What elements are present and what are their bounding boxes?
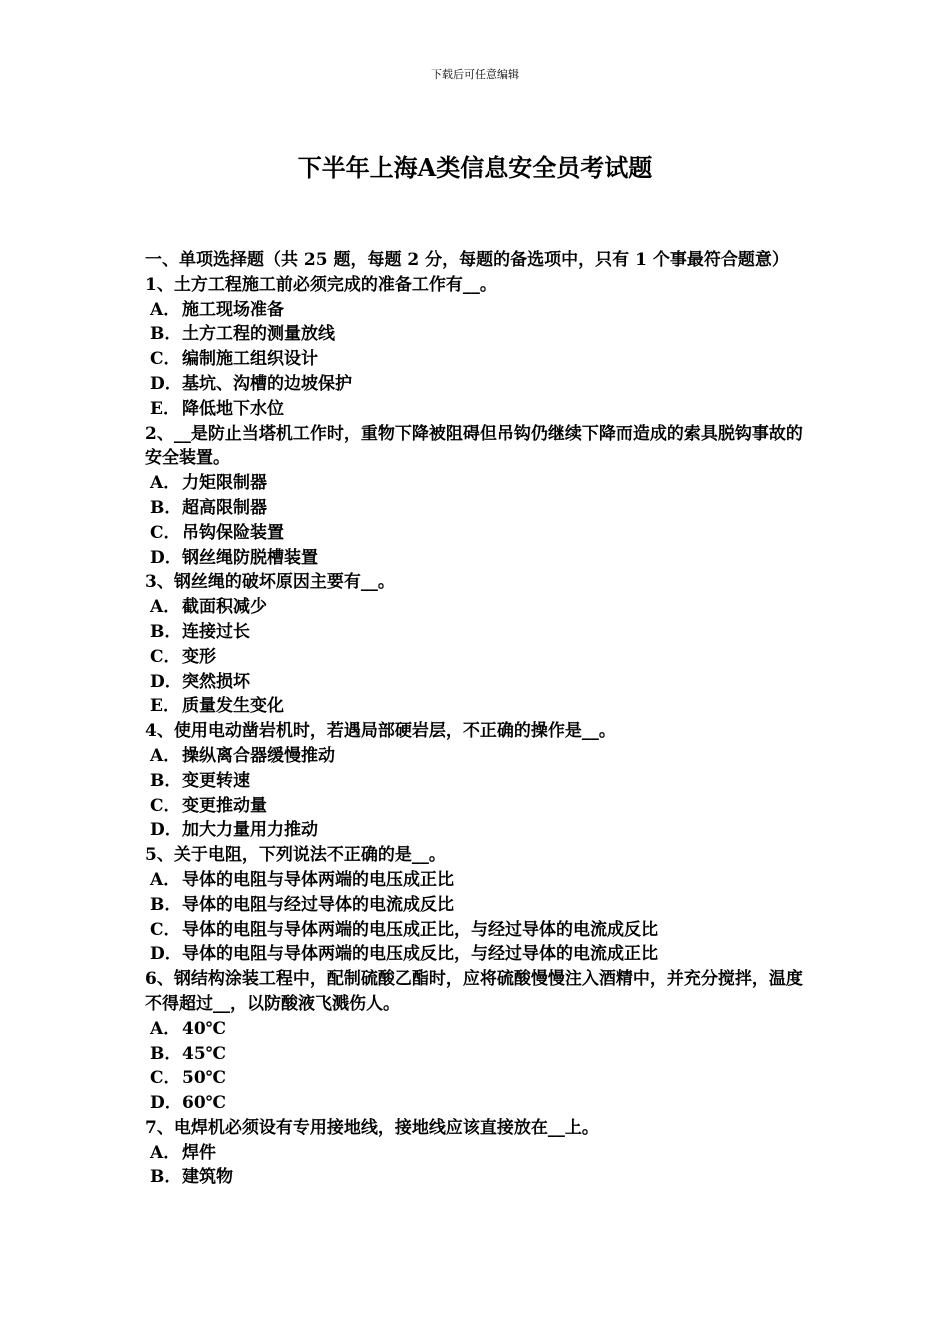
- option-letter: B．: [150, 324, 182, 345]
- option-letter: A．: [150, 597, 181, 618]
- option-letter: A．: [150, 473, 181, 494]
- question-1: [145, 273, 810, 422]
- option-text: 加大力量用力推动: [182, 820, 318, 841]
- answer-option: [145, 918, 810, 943]
- answer-option: [145, 694, 810, 719]
- option-letter: C．: [150, 349, 181, 370]
- option-text: 质量发生变化: [182, 696, 284, 717]
- option-text: 基坑、沟槽的边坡保护: [182, 373, 352, 394]
- question-list: [145, 273, 810, 1190]
- answer-option: [145, 1066, 810, 1091]
- answer-option: [145, 942, 810, 967]
- option-text: 突然损坏: [182, 671, 250, 692]
- question-2: [145, 422, 810, 571]
- option-letter: D．: [150, 1093, 182, 1114]
- question-4: [145, 719, 810, 843]
- answer-option: [145, 397, 810, 422]
- question-3: [145, 570, 810, 719]
- answer-option: [145, 1091, 810, 1116]
- option-text: 建筑物: [182, 1167, 233, 1188]
- answer-option: [145, 1165, 810, 1190]
- option-text: 截面积减少: [182, 597, 267, 618]
- option-letter: B．: [150, 497, 182, 518]
- option-text: 60℃: [182, 1093, 227, 1114]
- answer-option: [145, 546, 810, 571]
- answer-option: [145, 372, 810, 397]
- answer-option: [145, 744, 810, 769]
- option-text: 45℃: [182, 1043, 227, 1064]
- option-text: 力矩限制器: [182, 473, 267, 494]
- exam-content: [145, 248, 810, 1190]
- answer-option: [145, 521, 810, 546]
- option-text: 施工现场准备: [182, 299, 284, 320]
- option-text: 降低地下水位: [182, 398, 284, 419]
- option-letter: D．: [150, 820, 182, 841]
- answer-option: [145, 496, 810, 521]
- option-letter: D．: [150, 373, 182, 394]
- answer-option: [145, 1141, 810, 1166]
- question-6: [145, 967, 810, 1116]
- option-letter: A．: [150, 1018, 181, 1039]
- answer-option: [145, 670, 810, 695]
- question-stem: 7、电焊机必须设有专用接地线，接地线应该直接放在__上。: [145, 1117, 599, 1138]
- option-text: 变形: [182, 646, 216, 667]
- option-letter: C．: [150, 646, 181, 667]
- option-letter: D．: [150, 547, 182, 568]
- option-letter: B．: [150, 621, 182, 642]
- option-letter: D．: [150, 944, 182, 965]
- option-text: 土方工程的测量放线: [182, 324, 335, 345]
- option-text: 导体的电阻与导体两端的电压成反比，与经过导体的电流成正比: [182, 944, 658, 965]
- option-text: 变更推动量: [182, 795, 267, 816]
- answer-option: [145, 893, 810, 918]
- option-text: 焊件: [182, 1142, 216, 1163]
- answer-option: [145, 347, 810, 372]
- section-heading: 一、单项选择题（共 25 题，每题 2 分，每题的备选项中，只有 1 个事最符合题意）: [145, 250, 789, 270]
- option-letter: E．: [150, 696, 180, 717]
- question-stem: 6、钢结构涂装工程中，配制硫酸乙酯时，应将硫酸慢慢注入酒精中，并充分搅拌，温度不得超过__，以防酸液飞溅伤人。: [145, 969, 803, 1014]
- header-note: 下载后可任意编辑: [431, 68, 519, 81]
- option-text: 变更转速: [182, 770, 250, 791]
- answer-option: [145, 298, 810, 323]
- option-text: 连接过长: [182, 621, 250, 642]
- option-text: 超高限制器: [182, 497, 267, 518]
- answer-option: [145, 322, 810, 347]
- option-text: 钢丝绳防脱槽装置: [182, 547, 318, 568]
- answer-option: [145, 769, 810, 794]
- question-5: [145, 843, 810, 967]
- document-title: 下半年上海A类信息安全员考试题: [297, 153, 653, 182]
- question-stem: 5、关于电阻，下列说法不正确的是__。: [145, 845, 446, 866]
- option-text: 吊钩保险装置: [182, 522, 284, 543]
- option-letter: A．: [150, 1142, 181, 1163]
- answer-option: [145, 1042, 810, 1067]
- answer-option: [145, 868, 810, 893]
- option-letter: B．: [150, 1043, 182, 1064]
- option-text: 操纵离合器缓慢推动: [182, 745, 335, 766]
- answer-option: [145, 595, 810, 620]
- question-7: [145, 1116, 810, 1190]
- option-text: 导体的电阻与导体两端的电压成正比，与经过导体的电流成反比: [182, 919, 658, 940]
- option-letter: C．: [150, 919, 181, 940]
- option-letter: B．: [150, 894, 182, 915]
- option-letter: A．: [150, 745, 181, 766]
- answer-option: [145, 818, 810, 843]
- question-stem: 4、使用电动凿岩机时，若遇局部硬岩层，不正确的操作是__。: [145, 721, 616, 742]
- question-stem: 1、土方工程施工前必须完成的准备工作有__。: [145, 274, 497, 295]
- question-stem: 3、钢丝绳的破坏原因主要有__。: [145, 572, 395, 593]
- option-text: 50℃: [182, 1068, 227, 1089]
- option-text: 导体的电阻与导体两端的电压成正比: [182, 869, 454, 890]
- option-letter: A．: [150, 299, 181, 320]
- answer-option: [145, 794, 810, 819]
- option-text: 40℃: [182, 1018, 227, 1039]
- option-text: 编制施工组织设计: [182, 349, 318, 370]
- answer-option: [145, 645, 810, 670]
- question-stem: 2、__是防止当塔机工作时，重物下降被阻碍但吊钩仍继续下降而造成的索具脱钩事故的安全装置。: [145, 423, 803, 469]
- option-text: 导体的电阻与经过导体的电流成反比: [182, 894, 454, 915]
- answer-option: [145, 471, 810, 496]
- option-letter: C．: [150, 795, 181, 816]
- option-letter: D．: [150, 671, 182, 692]
- option-letter: E．: [150, 398, 180, 419]
- option-letter: B．: [150, 770, 182, 791]
- answer-option: [145, 620, 810, 645]
- option-letter: C．: [150, 522, 181, 543]
- option-letter: B．: [150, 1167, 182, 1188]
- option-letter: A．: [150, 869, 181, 890]
- answer-option: [145, 1017, 810, 1042]
- option-letter: C．: [150, 1068, 181, 1089]
